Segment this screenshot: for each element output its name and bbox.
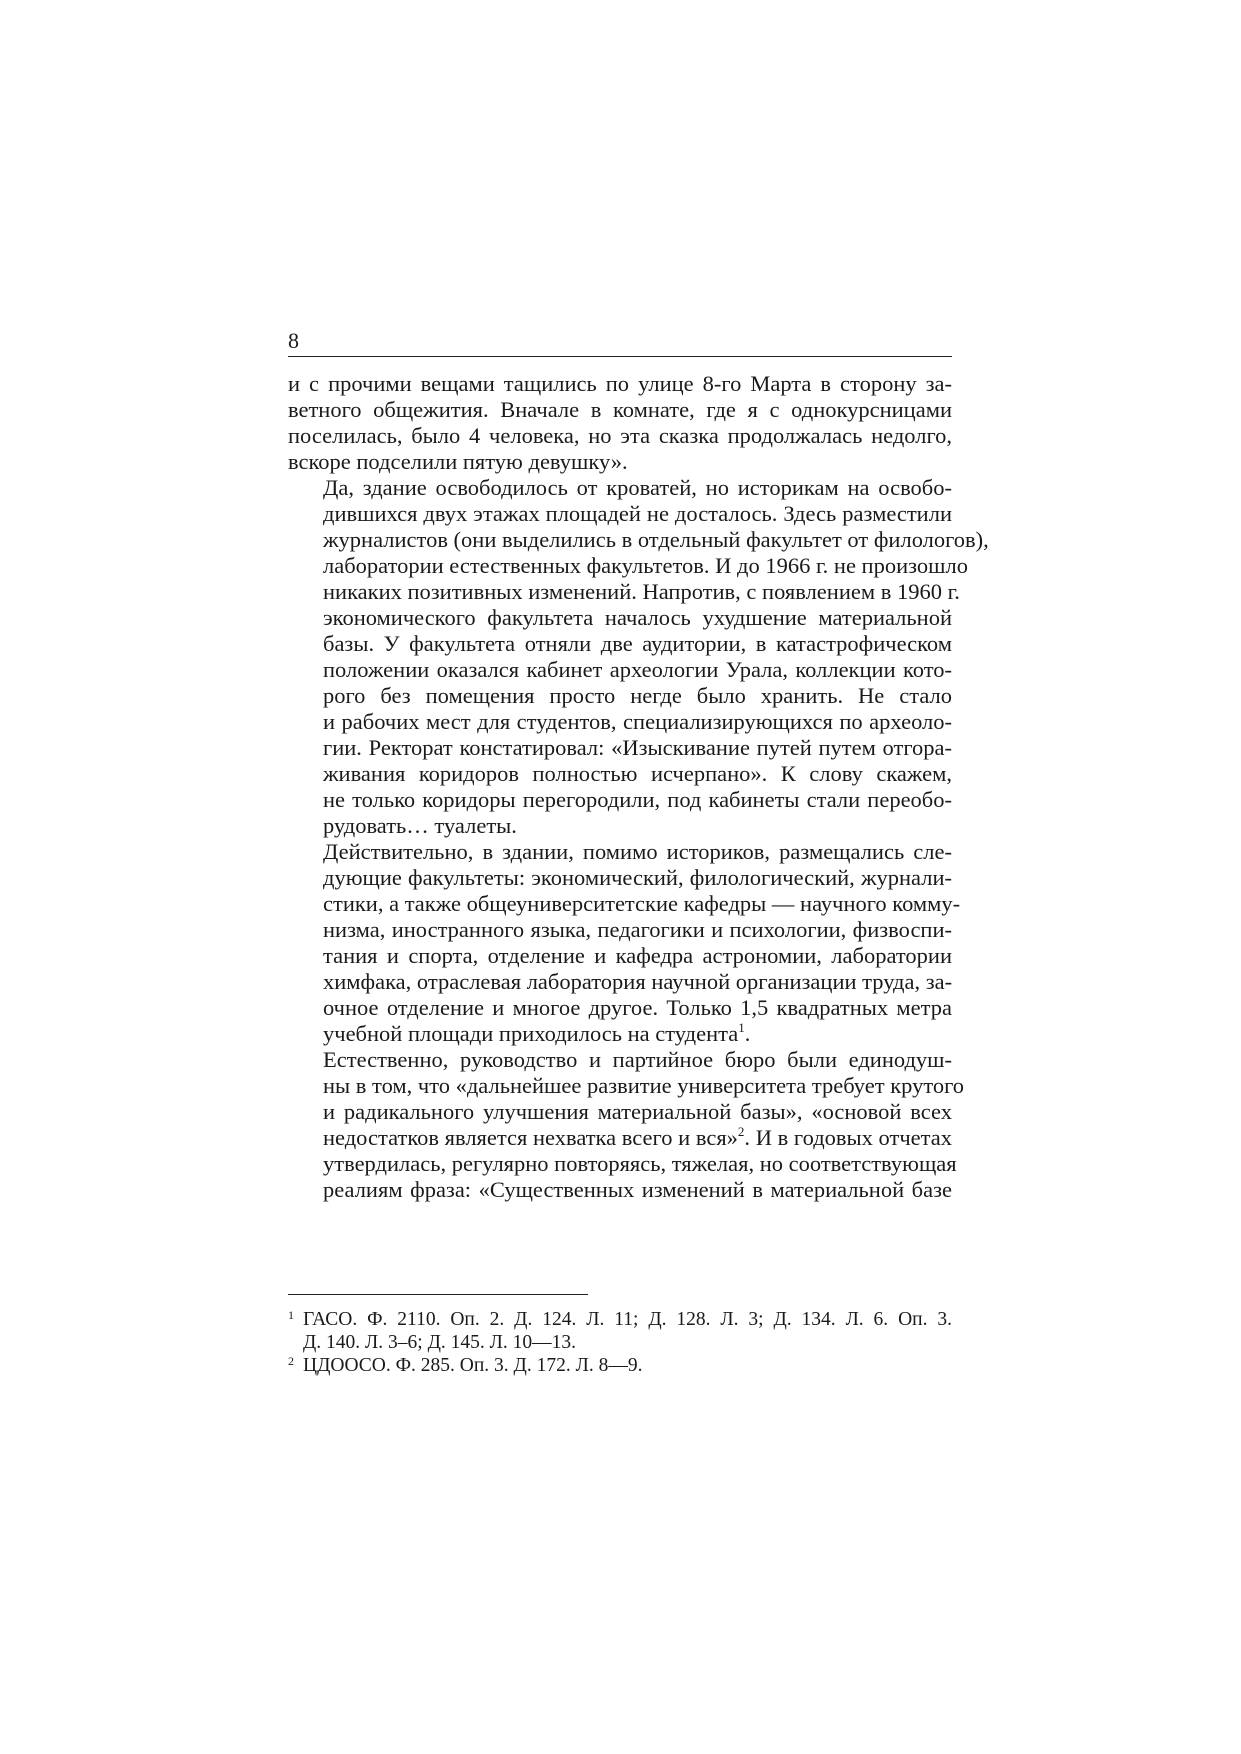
- footnote-rule: [288, 1294, 588, 1295]
- text-line: никаких позитивных изменений. Напротив, с появлением в 1960 г.: [323, 579, 960, 604]
- footnote-1: [288, 1308, 952, 1354]
- text-line: журналистов (они выделились в отдельный факультет от филологов),: [323, 527, 989, 552]
- text-line: [288, 1125, 952, 1151]
- footnote-2: [288, 1354, 952, 1377]
- page-number: 8: [288, 328, 299, 353]
- text-line: ветного общежития. Вначале в комнате, где я с однокурсницами: [288, 397, 952, 422]
- footnote-line: ГАСО. Ф. 2110. Оп. 2. Д. 124. Л. 11; Д. 128. Л. 3; Д. 134. Л. 6. Оп. 3.: [303, 1309, 952, 1330]
- text-line: гии. Ректорат констатировал: «Изыскивание путей путем отгора-: [323, 735, 952, 760]
- text-line: стики, а также общеуниверситетские кафедры — научного комму-: [323, 891, 961, 916]
- text-line: рудовать… туалеты.: [323, 813, 517, 838]
- text-line: Да, здание освободилось от кроватей, но историкам на освобо-: [323, 475, 952, 500]
- text-segment: учебной площади приходилось на студента: [323, 1021, 739, 1046]
- body-text: [288, 371, 989, 1203]
- footnote-ref-2[interactable]: 2: [737, 1124, 745, 1139]
- text-line: реалиям фраза: «Существенных изменений в материальной базе: [323, 1177, 952, 1202]
- text-line: поселилась, было 4 человека, но эта сказка продолжалась недолго,: [288, 423, 952, 448]
- footnote-line: ЦДООСО. Ф. 285. Оп. 3. Д. 172. Л. 8—9.: [303, 1355, 643, 1376]
- paragraph-2: [288, 475, 989, 839]
- paragraph-3: [288, 839, 961, 1047]
- text-line: лаборатории естественных факультетов. И до 1966 г. не произошло: [323, 553, 968, 578]
- text-line: дившихся двух этажах площадей не досталось. Здесь разместили: [323, 501, 952, 526]
- text-line: экономического факультета началось ухудшение материальной: [323, 605, 952, 630]
- text-line: дующие факультеты: экономический, филологический, журнали-: [323, 865, 952, 890]
- text-line: химфака, отраслевая лаборатория научной организации труда, за-: [323, 969, 953, 994]
- text-line: и рабочих мест для студентов, специализирующихся по археоло-: [323, 709, 952, 734]
- text-line: утвердилась, регулярно повторяясь, тяжелая, но соответствующая: [323, 1151, 957, 1176]
- text-line: очное отделение и многое другое. Только 1,5 квадратных метра: [323, 995, 952, 1020]
- footnote-ref-1[interactable]: 1: [738, 1020, 745, 1035]
- footnote-mark: 1: [288, 1308, 294, 1322]
- text-line: рого без помещения просто негде было хранить. Не стало: [323, 683, 952, 708]
- text-line: не только коридоры перегородили, под кабинеты стали переобо-: [323, 787, 952, 812]
- footnotes: [288, 1308, 952, 1377]
- footnote-mark: 2: [288, 1354, 294, 1368]
- text-segment: недостатков является нехватка всего и вся»: [323, 1125, 738, 1150]
- text-line: и с прочими вещами тащились по улице 8-го Марта в сторону за-: [288, 371, 952, 396]
- text-line: и радикального улучшения материальной базы», «основой всех: [323, 1099, 952, 1124]
- text-line: низма, иностранного языка, педагогики и психологии, физвоспи-: [323, 917, 952, 942]
- text-segment: . И в годовых отчетах: [744, 1125, 952, 1150]
- text-segment: .: [744, 1021, 751, 1046]
- footnote-line: Д. 140. Л. 3–6; Д. 145. Л. 10—13.: [303, 1332, 576, 1353]
- header-rule: [288, 356, 952, 357]
- text-line: положении оказался кабинет археологии Урала, коллекции кото-: [323, 657, 952, 682]
- text-line: Действительно, в здании, помимо историков, размещались сле-: [323, 839, 952, 864]
- paragraph-4: [288, 1047, 965, 1203]
- text-line: ны в том, что «дальнейшее развитие университета требует крутого: [323, 1073, 965, 1098]
- text-line: базы. У факультета отняли две аудитории, в катастрофическом: [323, 631, 952, 656]
- text-line: тания и спорта, отделение и кафедра астрономии, лаборатории: [323, 943, 952, 968]
- text-line: Естественно, руководство и партийное бюро были единодуш-: [323, 1047, 952, 1072]
- text-line: живания коридоров полностью исчерпано». К слову скажем,: [323, 761, 952, 786]
- text-line: [288, 1021, 952, 1047]
- paragraph-1: [288, 371, 952, 475]
- text-line: вскоре подселили пятую девушку».: [288, 449, 628, 474]
